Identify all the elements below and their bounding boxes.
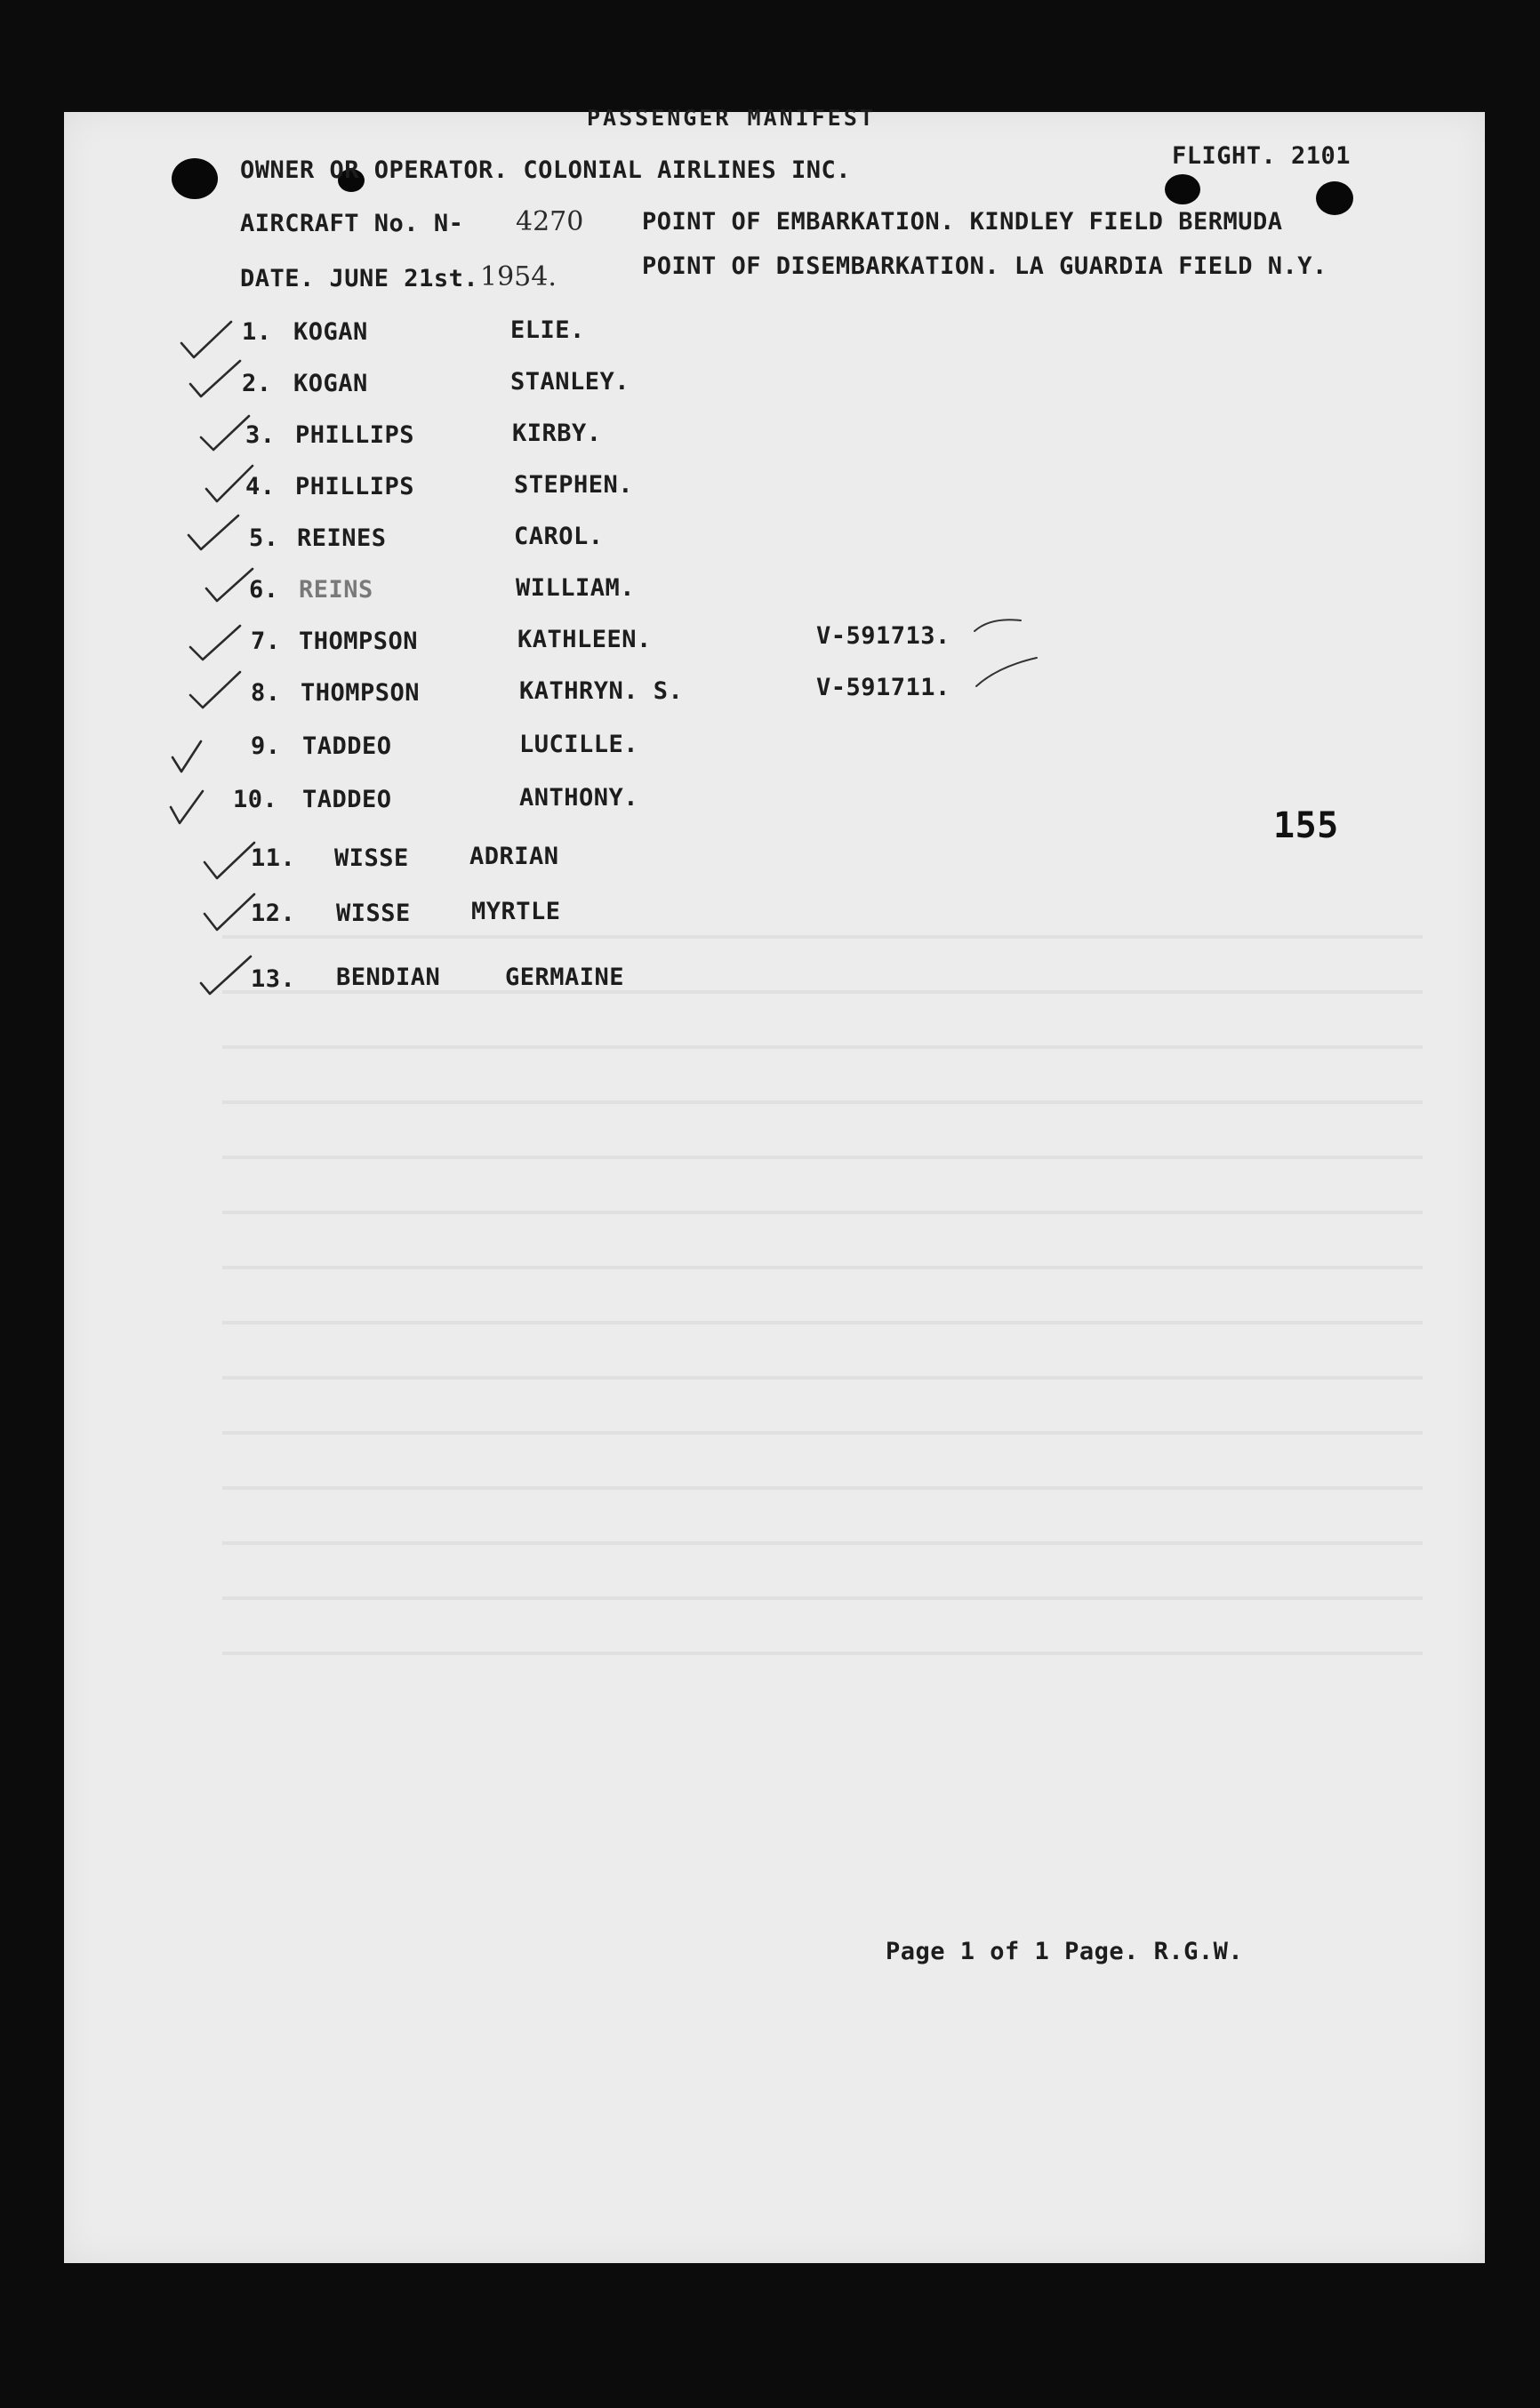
passenger-number: 10.: [233, 786, 278, 813]
manifest-title: PASSENGER MANIFEST: [587, 105, 876, 131]
passenger-surname: WISSE: [334, 844, 409, 872]
passenger-given-name: ADRIAN: [469, 843, 559, 870]
passenger-number: 7.: [251, 628, 281, 655]
passenger-surname: KOGAN: [293, 318, 368, 346]
passenger-surname: THOMPSON: [299, 628, 419, 655]
passenger-number: 6.: [249, 576, 279, 604]
punch-hole-left: [172, 158, 218, 199]
check-mark-icon: [169, 738, 226, 780]
pen-stroke-icon: [975, 654, 1039, 690]
passenger-given-name: ELIE.: [510, 316, 585, 344]
pen-stroke-icon: [973, 613, 1023, 635]
passenger-given-name: GERMAINE: [505, 964, 625, 991]
bleed-through-text: [222, 889, 1423, 1689]
check-mark-icon: [185, 512, 242, 555]
passenger-surname: TADDEO: [302, 786, 392, 813]
passenger-surname: BENDIAN: [336, 964, 441, 991]
passenger-given-name: CAROL.: [514, 523, 604, 550]
check-mark-icon: [187, 356, 244, 398]
aircraft-number: 4270: [516, 206, 584, 237]
passenger-surname: KOGAN: [293, 370, 368, 397]
passenger-number: 3.: [245, 421, 276, 449]
passenger-number: 13.: [251, 965, 296, 993]
check-mark-icon: [197, 953, 254, 996]
check-mark-icon: [178, 318, 235, 361]
page-number: 155: [1273, 805, 1339, 846]
passenger-number: 9.: [251, 732, 281, 760]
check-mark-icon: [201, 462, 258, 505]
passenger-number: 11.: [251, 844, 296, 872]
passenger-number: 8.: [251, 679, 281, 707]
punch-hole-right-b: [1316, 181, 1353, 215]
passenger-surname: TADDEO: [302, 732, 392, 760]
page-footer: Page 1 of 1 Page. R.G.W.: [886, 1938, 1244, 1965]
passenger-surname: REINS: [299, 576, 373, 604]
check-mark-icon: [167, 788, 224, 830]
point-of-disembarkation: POINT OF DISEMBARKATION. LA GUARDIA FIELD N.Y.: [642, 252, 1327, 280]
passenger-given-name: KATHLEEN.: [517, 626, 652, 653]
passenger-given-name: MYRTLE: [471, 898, 561, 925]
passenger-surname: PHILLIPS: [295, 473, 415, 500]
owner-operator-line: OWNER OR OPERATOR. COLONIAL AIRLINES INC.: [240, 156, 851, 184]
point-of-embarkation: POINT OF EMBARKATION. KINDLEY FIELD BERMUDA: [642, 208, 1283, 236]
punch-hole-right-a: [1165, 174, 1200, 204]
passenger-surname: WISSE: [336, 900, 411, 927]
date-label: DATE. JUNE 21st.: [240, 265, 479, 292]
passenger-number: 1.: [242, 318, 272, 346]
check-mark-icon: [197, 412, 254, 455]
check-mark-icon: [187, 668, 244, 711]
passenger-given-name: STANLEY.: [510, 368, 630, 396]
passenger-surname: REINES: [297, 524, 387, 552]
passenger-number: 5.: [249, 524, 279, 552]
passenger-surname: PHILLIPS: [295, 421, 415, 449]
check-mark-icon: [201, 839, 258, 882]
date-year: 1954.: [480, 261, 557, 292]
passenger-given-name: WILLIAM.: [516, 574, 636, 602]
passenger-surname: THOMPSON: [301, 679, 421, 707]
check-mark-icon: [201, 564, 258, 606]
passenger-number: 2.: [242, 370, 272, 397]
passenger-given-name: KIRBY.: [512, 420, 602, 447]
passenger-given-name: KATHRYN. S.: [519, 677, 684, 705]
check-mark-icon: [187, 622, 244, 665]
check-mark-icon: [201, 891, 258, 933]
passenger-visa-number: V-591711.: [816, 674, 950, 701]
passenger-given-name: LUCILLE.: [519, 731, 639, 758]
passenger-number: 4.: [245, 473, 276, 500]
aircraft-label: AIRCRAFT No. N-: [240, 210, 464, 237]
flight-number: FLIGHT. 2101: [1172, 142, 1352, 170]
passenger-number: 12.: [251, 900, 296, 927]
passenger-given-name: ANTHONY.: [519, 784, 639, 812]
passenger-visa-number: V-591713.: [816, 622, 950, 650]
passenger-given-name: STEPHEN.: [514, 471, 634, 499]
